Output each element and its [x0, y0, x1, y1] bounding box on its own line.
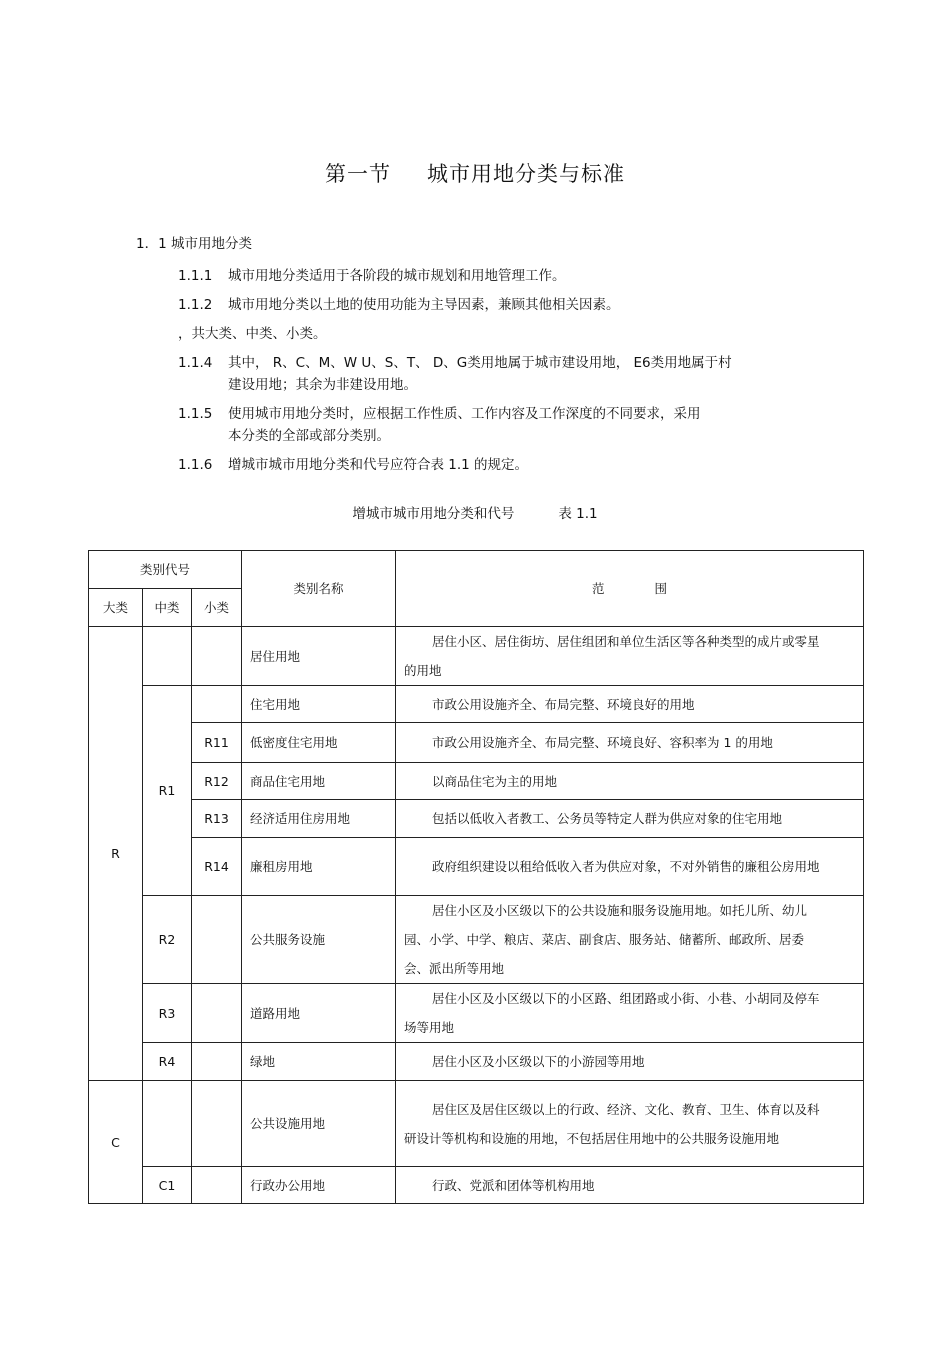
- table-row: [89, 723, 864, 763]
- clause-number: 1.1.5: [178, 406, 213, 422]
- scope-cell: [396, 1167, 864, 1204]
- table-caption: [0, 502, 950, 522]
- minor-code-cell: [192, 1167, 242, 1204]
- category-name-cell: 绿地: [242, 1043, 396, 1081]
- page-title: [0, 158, 950, 188]
- scope-text: 居住小区、居住街坊、居住组团和单位生活区等各种类型的成片或零星的用地: [404, 634, 820, 678]
- clause-1-1-3: [178, 323, 327, 345]
- medium-code-cell: [143, 1081, 192, 1167]
- scope-cell: [396, 838, 864, 896]
- scope-cell: [396, 984, 864, 1043]
- minor-code-cell: [192, 686, 242, 723]
- clause-1-1-5: [178, 403, 701, 444]
- clause-number: 1.1.2: [178, 297, 213, 313]
- category-name-cell: 道路用地: [242, 984, 396, 1043]
- major-code-cell: R: [89, 627, 143, 1081]
- minor-code-cell: R12: [192, 763, 242, 800]
- clause-text: ，共大类、中类、小类。: [178, 326, 327, 342]
- clause-1-1-1: [178, 265, 566, 287]
- table-caption-label: 表 1.1: [558, 506, 598, 522]
- section-title: 城市用地分类与标准: [427, 162, 625, 186]
- scope-cell: [396, 1081, 864, 1167]
- minor-code-cell: R13: [192, 800, 242, 838]
- clause-number: 1.1.4: [178, 355, 213, 371]
- scope-cell: [396, 896, 864, 984]
- category-name-cell: 廉租房用地: [242, 838, 396, 896]
- scope-text: 政府组织建设以租给低收入者为供应对象，不对外销售的廉租公房用地: [432, 859, 820, 874]
- medium-code-cell: [143, 627, 192, 686]
- table-row: [89, 838, 864, 896]
- scope-text: 居住小区及小区级以下的小游园等用地: [432, 1054, 645, 1069]
- scope-text: 以商品住宅为主的用地: [432, 773, 558, 789]
- table-row: [89, 1167, 864, 1204]
- category-name-cell: 商品住宅用地: [242, 763, 396, 800]
- scope-text: 居住区及居住区级以上的行政、经济、文化、教育、卫生、体育以及科研设计等机构和设施的用地，不包括居住用地中的公共服务设施用地: [404, 1101, 820, 1146]
- table-row: [89, 1043, 864, 1081]
- minor-code-cell: [192, 627, 242, 686]
- table-row: [89, 763, 864, 800]
- minor-code-cell: [192, 896, 242, 984]
- category-name-cell: 住宅用地: [242, 686, 396, 723]
- medium-code-cell: R3: [143, 984, 192, 1043]
- table-row: [89, 627, 864, 686]
- header-major: 大类: [89, 589, 143, 627]
- scope-cell: [396, 627, 864, 686]
- header-medium: 中类: [143, 589, 192, 627]
- scope-text: 居住小区及小区级以下的公共设施和服务设施用地。如托儿所、幼儿园、小学、中学、粮店、菜店、副食店、服务站、储蓄所、邮政所、居委会、派出所等用地: [404, 903, 808, 976]
- scope-cell: [396, 763, 864, 800]
- minor-code-cell: [192, 1043, 242, 1081]
- category-name-cell: 行政办公用地: [242, 1167, 396, 1204]
- medium-code-cell: R1: [143, 686, 192, 896]
- clause-number: 1.1.1: [178, 268, 213, 284]
- scope-cell: [396, 800, 864, 838]
- header-name: 类别名称: [242, 551, 396, 627]
- category-name-cell: 低密度住宅用地: [242, 723, 396, 763]
- clause-1-1-4: [178, 352, 732, 393]
- clause-text: [228, 352, 808, 396]
- clause-text: 城市用地分类以土地的使用功能为主导因素，兼顾其他相关因素。: [228, 297, 620, 313]
- scope-text: 包括以低收入者教工、公务员等特定人群为供应对象的住宅用地: [432, 811, 783, 826]
- table-row: [89, 984, 864, 1043]
- header-scope: 范 围: [396, 551, 864, 627]
- category-name-cell: 经济适用住房用地: [242, 800, 396, 838]
- scope-cell: [396, 1043, 864, 1081]
- scope-cell: [396, 723, 864, 763]
- clause-number: 1.1.6: [178, 457, 213, 473]
- category-name-cell: 居住用地: [242, 627, 396, 686]
- table-row: [89, 800, 864, 838]
- scope-text: 居住小区及小区级以下的小区路、组团路或小街、小巷、小胡同及停车场等用地: [404, 991, 820, 1035]
- category-name-cell: 公共服务设施: [242, 896, 396, 984]
- clause-line-2: 本分类的全部或部分类别。: [228, 428, 390, 444]
- clause-text: 城市用地分类适用于各阶段的城市规划和用地管理工作。: [228, 268, 566, 284]
- minor-code-cell: [192, 1081, 242, 1167]
- table-header-row: [89, 551, 864, 589]
- scope-text: 行政、党派和团体等机构用地: [432, 1177, 595, 1193]
- minor-code-cell: R11: [192, 723, 242, 763]
- header-minor: 小类: [192, 589, 242, 627]
- minor-code-cell: [192, 984, 242, 1043]
- table-row: [89, 686, 864, 723]
- scope-text: 市政公用设施齐全、布局完整、环境良好的用地: [432, 696, 695, 712]
- section-number: 第一节: [325, 162, 391, 186]
- clause-line-2: 建设用地；其余为非建设用地。: [228, 377, 417, 393]
- major-code-cell: C: [89, 1081, 143, 1204]
- category-name-cell: 公共设施用地: [242, 1081, 396, 1167]
- clause-line-1: 其中， R、C、M、W U、S、T、 D、G类用地属于城市建设用地， E6类用地属于村: [228, 355, 732, 371]
- clause-line-1: 使用城市用地分类时，应根据工作性质、工作内容及工作深度的不同要求，采用: [228, 406, 701, 422]
- table-row: [89, 1081, 864, 1167]
- table-row: [89, 896, 864, 984]
- land-use-table: [88, 550, 864, 1204]
- clause-1-1-2: [178, 294, 620, 316]
- scope-text: 市政公用设施齐全、布局完整、环境良好、容积率为 1 的用地: [432, 735, 773, 750]
- minor-code-cell: R14: [192, 838, 242, 896]
- medium-code-cell: C1: [143, 1167, 192, 1204]
- header-code: 类别代号: [89, 551, 242, 589]
- clause-1-1-6: [178, 454, 529, 476]
- subsection-heading: 1．1 城市用地分类: [136, 236, 252, 252]
- medium-code-cell: R2: [143, 896, 192, 984]
- clause-text: [228, 403, 808, 447]
- table-caption-name: 增城市城市用地分类和代号: [352, 506, 515, 522]
- medium-code-cell: R4: [143, 1043, 192, 1081]
- clause-text: 增城市城市用地分类和代号应符合表 1.1 的规定。: [228, 457, 529, 473]
- scope-cell: [396, 686, 864, 723]
